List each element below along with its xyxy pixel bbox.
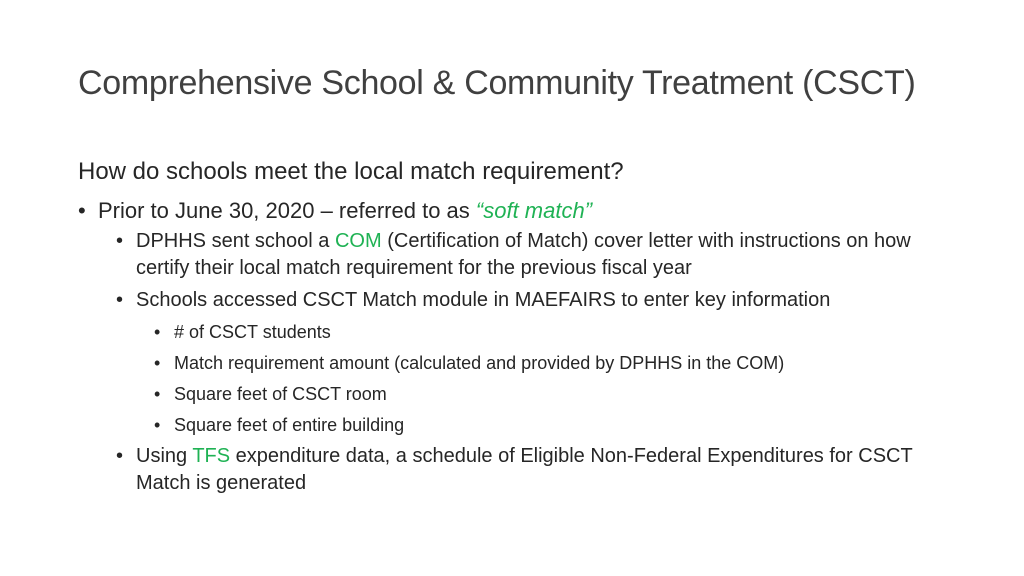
- sub-bullet-text: Match requirement amount (calculated and provided by DPHHS in the COM): [174, 353, 785, 373]
- sub-bullet-text: # of CSCT students: [174, 322, 331, 342]
- bullet-tfs-expenditure: [116, 443, 958, 497]
- bullet-icon: •: [116, 230, 124, 252]
- com-prefix: DPHHS sent school a: [136, 230, 335, 252]
- bullet-icon: •: [116, 289, 124, 311]
- slide-body: [78, 156, 958, 502]
- sub-bullet-building-sqft: [154, 412, 958, 438]
- sub-bullet-text: Square feet of entire building: [174, 415, 405, 435]
- bullet-icon: •: [154, 353, 161, 373]
- bullet-icon: •: [154, 415, 161, 435]
- bullet-icon: •: [116, 445, 124, 467]
- bullet-com-letter: [116, 228, 958, 282]
- sub-bullet-match-amount: [154, 350, 958, 376]
- soft-match-emphasis: “soft match”: [475, 198, 593, 223]
- tfs-suffix: expenditure data, a schedule of Eligible Non-Federal Expenditures for CSCT Match is generated: [136, 445, 913, 494]
- sub-bullet-students: [154, 319, 958, 345]
- tfs-highlight: TFS: [192, 445, 231, 467]
- sub-bullet-text: Square feet of CSCT room: [174, 384, 387, 404]
- bullet-icon: •: [154, 322, 161, 342]
- bullet-soft-match: [78, 196, 958, 226]
- bullet-icon: •: [78, 198, 86, 223]
- sub-bullet-room-sqft: [154, 381, 958, 407]
- com-suffix: (Certification of Match) cover letter with instructions on how certify their local match requirement for the previous fiscal year: [136, 230, 911, 279]
- com-highlight: COM: [334, 230, 382, 252]
- section-heading: How do schools meet the local match requirement?: [78, 158, 624, 185]
- module-text: Schools accessed CSCT Match module in MAEFAIRS to enter key information: [136, 289, 831, 311]
- tfs-prefix: Using: [136, 445, 193, 467]
- soft-match-prefix: Prior to June 30, 2020 – referred to as: [98, 198, 476, 223]
- bullet-icon: •: [154, 384, 161, 404]
- slide-title: Comprehensive School & Community Treatment (CSCT): [78, 64, 916, 102]
- bullet-maefairs-module: [116, 287, 958, 314]
